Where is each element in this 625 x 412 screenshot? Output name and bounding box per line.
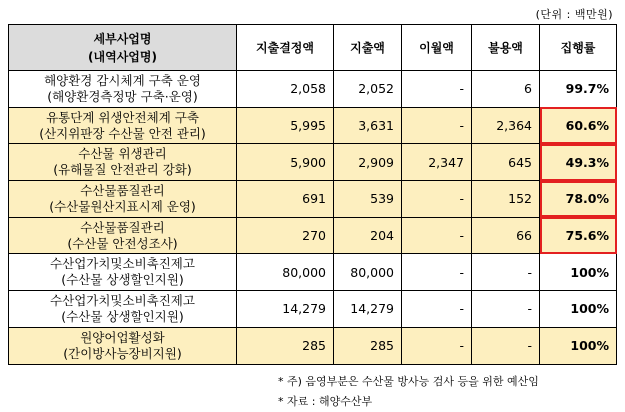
row-execution-rate: 99.7% [540,71,617,108]
row-spent: 2,909 [334,144,402,181]
row-name-line1: 수산물 위생관리 [78,146,167,162]
unit-label: (단위 : 백만원) [535,8,613,21]
row-name-line1: 수산업가치및소비촉진제고 [50,256,195,272]
row-budget: 285 [237,327,334,364]
row-name-line1: 수산물품질관리 [80,182,165,198]
row-project-name [9,291,237,328]
row-project-name [9,217,237,254]
row-project-name [9,71,237,108]
row-carryover: 2,347 [402,144,472,181]
footnotes [278,372,539,412]
row-execution-rate: 100% [540,291,617,328]
table-row [9,327,617,364]
row-spent: 539 [334,181,402,218]
row-spent: 80,000 [334,254,402,291]
row-carryover: - [402,327,472,364]
row-budget: 5,995 [237,107,334,144]
footnote-shading: * 주) 음영부분은 수산물 방사능 검사 등을 위한 예산임 [278,375,539,388]
row-name-line1: 수산업가치및소비촉진제고 [50,292,195,308]
row-spent: 3,631 [334,107,402,144]
row-name-line2: (수산물원산지표시제 운영) [49,198,196,214]
row-spent: 285 [334,327,402,364]
header-name-line2: (내역사업명) [88,49,157,64]
row-unused: 152 [472,181,540,218]
header-spent: 지출액 [334,25,402,71]
row-name-line2: (수산물 상생할인지원) [61,308,184,324]
row-budget: 270 [237,217,334,254]
row-unused: - [472,327,540,364]
header-execution-rate: 집행률 [540,25,617,71]
row-carryover: - [402,254,472,291]
table-row [9,181,617,218]
row-carryover: - [402,107,472,144]
row-unused: 6 [472,71,540,108]
row-carryover: - [402,291,472,328]
row-unused: 2,364 [472,107,540,144]
row-spent: 204 [334,217,402,254]
row-project-name [9,107,237,144]
row-project-name [9,181,237,218]
row-name-line2: (유해물질 안전관리 강화) [53,162,192,178]
row-name-line1: 해양환경 감시체계 구축 운영 [44,72,201,88]
row-project-name [9,144,237,181]
row-spent: 2,052 [334,71,402,108]
row-name-line2: (수산물 상생할인지원) [61,272,184,288]
row-execution-rate: 78.0% [540,181,617,218]
row-budget: 5,900 [237,144,334,181]
row-spent: 14,279 [334,291,402,328]
row-project-name [9,254,237,291]
row-execution-rate: 100% [540,327,617,364]
header-carryover: 이월액 [402,25,472,71]
table-row [9,107,617,144]
row-execution-rate: 49.3% [540,144,617,181]
row-budget: 691 [237,181,334,218]
row-unused: 66 [472,217,540,254]
row-project-name [9,327,237,364]
row-budget: 14,279 [237,291,334,328]
footnote-source: * 자료 : 해양수산부 [278,395,373,408]
table-row [9,71,617,108]
row-carryover: - [402,181,472,218]
row-name-line2: (해양환경측정망 구축·운영) [47,88,198,104]
row-name-line2: (수산물 안전성조사) [67,235,178,251]
header-project-name [9,25,237,71]
table-row [9,254,617,291]
row-budget: 2,058 [237,71,334,108]
row-name-line2: (산지위판장 수산물 안전 관리) [39,125,206,141]
header-unused: 불용액 [472,25,540,71]
header-budget: 지출결정액 [237,25,334,71]
row-unused: - [472,291,540,328]
row-name-line1: 원양어업활성화 [80,329,165,345]
row-name-line1: 유통단계 위생안전체계 구축 [46,109,199,125]
table-row [9,144,617,181]
row-unused: 645 [472,144,540,181]
header-name-line1: 세부사업명 [93,31,152,46]
row-unused: - [472,254,540,291]
row-execution-rate: 75.6% [540,217,617,254]
row-execution-rate: 100% [540,254,617,291]
row-execution-rate: 60.6% [540,107,617,144]
row-carryover: - [402,217,472,254]
table-row [9,217,617,254]
table-header-row [9,25,617,71]
budget-execution-table [8,24,617,365]
table-row [9,291,617,328]
row-carryover: - [402,71,472,108]
row-name-line2: (간이방사능장비지원) [63,345,182,361]
row-budget: 80,000 [237,254,334,291]
row-name-line1: 수산물품질관리 [80,219,165,235]
